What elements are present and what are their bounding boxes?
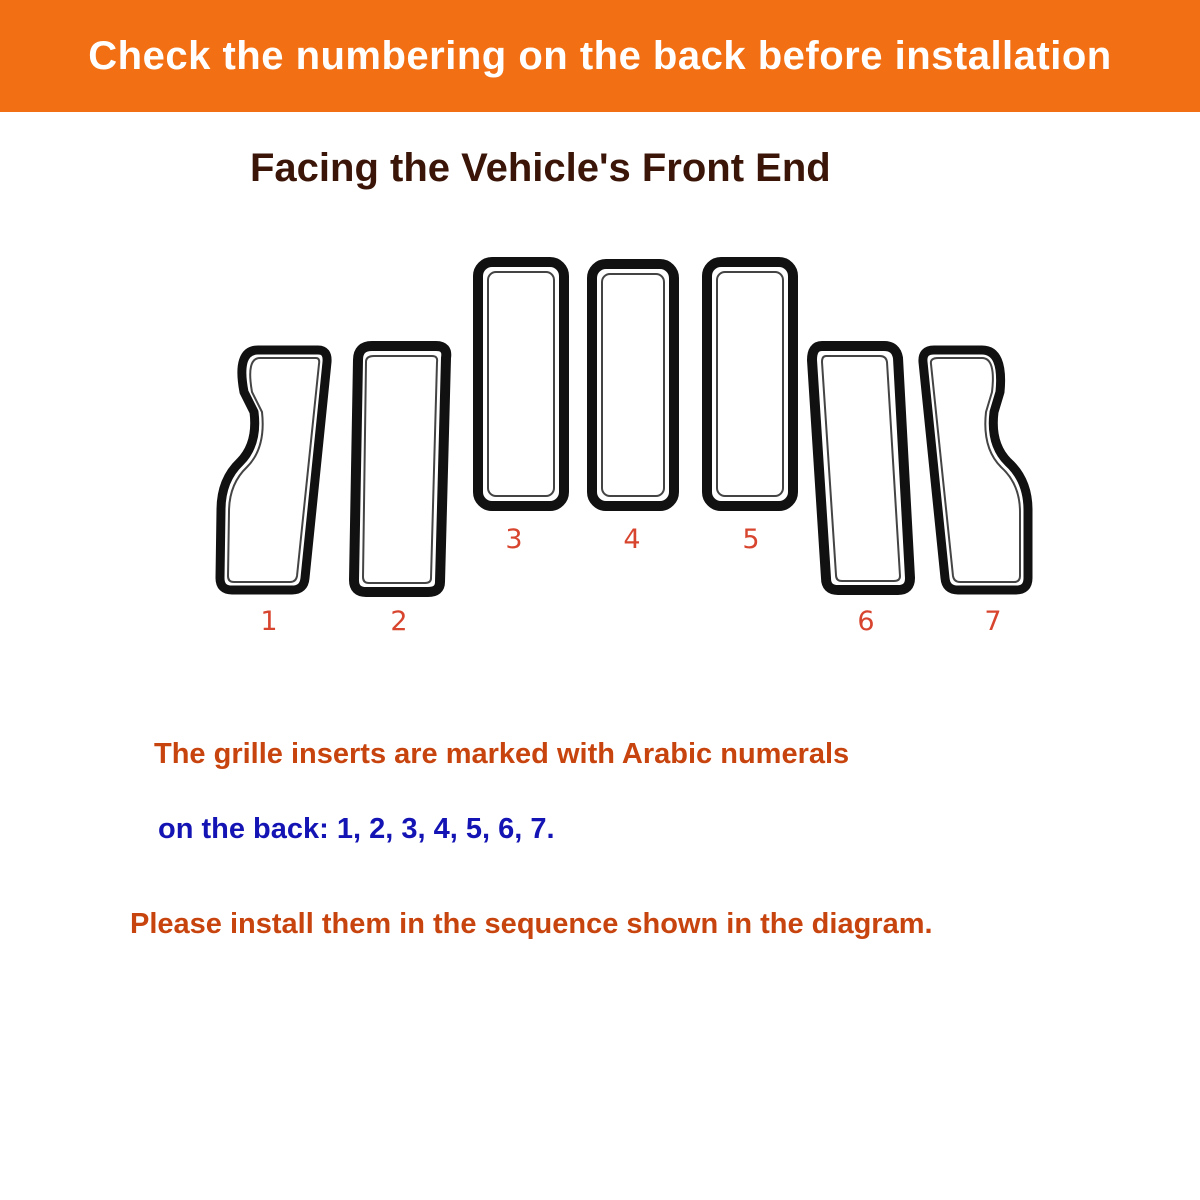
note-numerals: The grille inserts are marked with Arabic numerals [154,738,850,770]
diagram-heading: Facing the Vehicle's Front End [250,146,831,190]
grille-insert-5 [707,262,793,506]
grille-insert-4 [592,264,674,506]
insert-label-2: 2 [390,606,408,637]
insert-label-6: 6 [857,606,875,637]
banner-title: Check the numbering on the back before installation [88,33,1112,78]
note-back-numbers: on the back: 1, 2, 3, 4, 5, 6, 7. [158,813,555,845]
grille-insert-3 [478,262,564,506]
grille-insert-7 [923,350,1028,590]
note-install-sequence: Please install them in the sequence shown in the diagram. [130,908,933,940]
grille-insert-6 [812,346,910,590]
insert-label-5: 5 [742,524,760,555]
insert-label-1: 1 [260,606,278,637]
insert-label-7: 7 [984,606,1002,637]
grille-insert-2 [354,346,446,592]
insert-label-4: 4 [623,524,641,555]
grille-insert-1 [220,350,327,590]
insert-label-3: 3 [505,524,523,555]
